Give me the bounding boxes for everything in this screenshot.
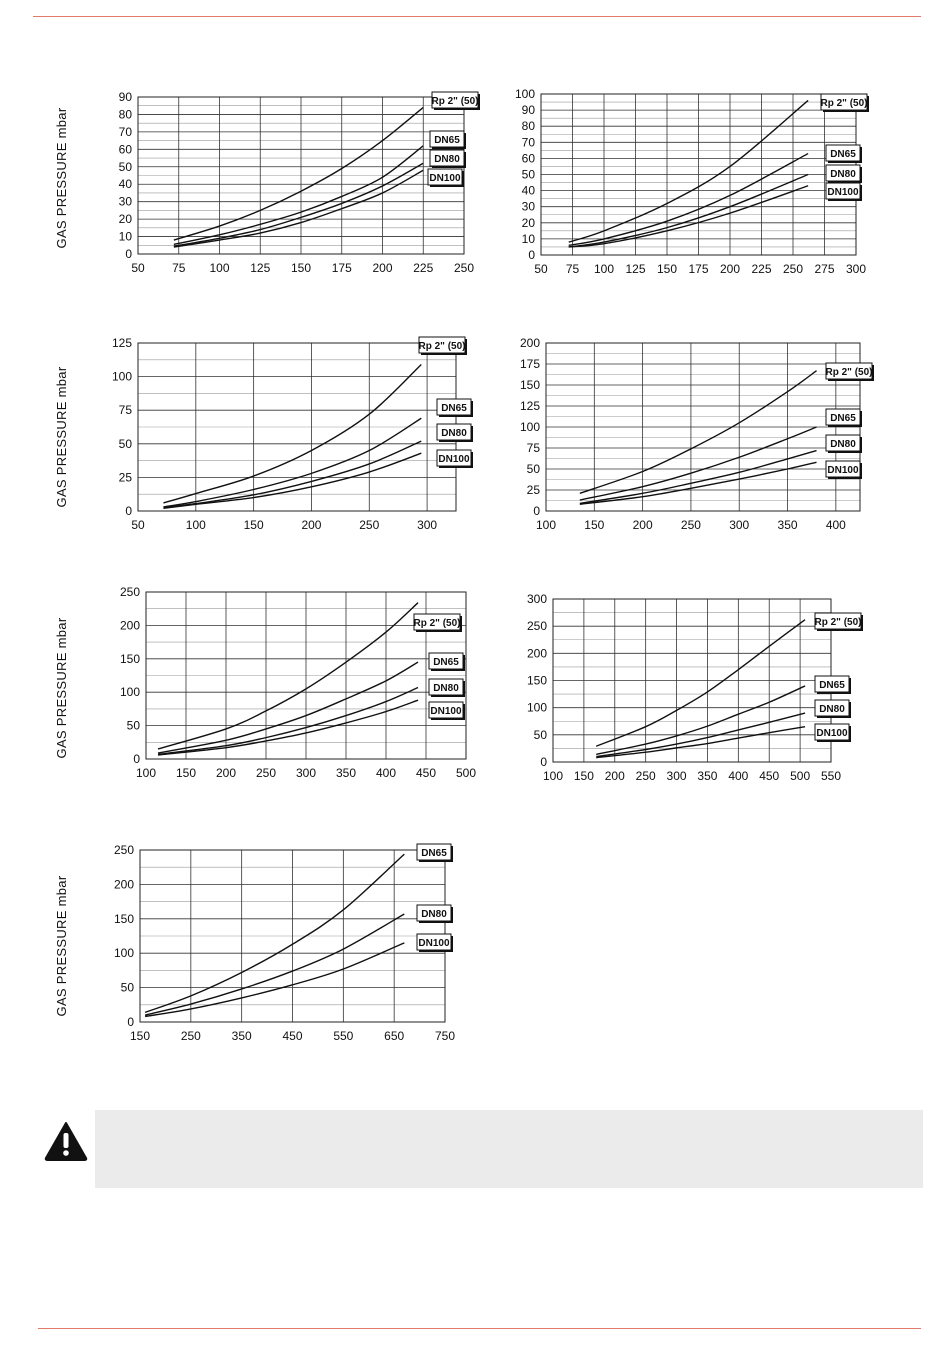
x-tick-label: 150 (129, 1029, 151, 1043)
line-chart-3 (78, 323, 516, 536)
x-tick-label: 50 (131, 518, 145, 532)
line-chart-4 (486, 323, 920, 536)
y-tick-label: 75 (526, 441, 540, 455)
x-tick-label: 550 (333, 1029, 354, 1043)
y-tick-label: 70 (521, 135, 535, 150)
x-tick-label: 250 (180, 1029, 201, 1043)
y-tick-label: 200 (113, 877, 134, 892)
x-tick-label: 100 (185, 518, 206, 532)
x-tick-label: 750 (434, 1029, 456, 1043)
series-label-text: DN65 (421, 848, 447, 859)
x-tick-label: 100 (542, 769, 564, 783)
series-label (826, 165, 862, 183)
y-tick-label: 200 (519, 336, 540, 350)
x-tick-label: 150 (243, 518, 264, 532)
line-chart-2 (481, 74, 916, 280)
series-label-text: DN65 (830, 149, 856, 160)
y-tick-label: 10 (118, 229, 132, 244)
y-tick-label: 125 (519, 399, 540, 413)
series-label-text: DN65 (830, 413, 856, 424)
series-line-4 (596, 727, 805, 758)
series-label (815, 613, 863, 631)
x-tick-label: 50 (131, 261, 145, 275)
series-label-text: DN100 (827, 187, 859, 198)
x-tick-label: 200 (372, 261, 393, 275)
x-tick-label: 350 (231, 1029, 252, 1043)
y-axis-label: GAS PRESSURE mbar (54, 107, 69, 249)
x-tick-label: 200 (719, 262, 741, 276)
y-tick-label: 80 (118, 107, 132, 122)
x-tick-label: 75 (565, 262, 580, 276)
series-line-4 (174, 170, 423, 247)
top-rule (33, 16, 921, 17)
y-tick-label: 150 (119, 651, 140, 666)
y-tick-label: 0 (533, 504, 540, 518)
series-label-text: Rp 2" (50) (431, 96, 479, 107)
series-label (417, 844, 453, 862)
line-chart-1 (78, 77, 524, 279)
y-tick-label: 80 (521, 119, 535, 134)
x-tick-label: 300 (845, 262, 867, 276)
y-tick-label: 25 (118, 470, 132, 485)
series-line-2 (163, 418, 421, 507)
series-label (417, 934, 453, 952)
y-tick-label: 250 (113, 843, 134, 857)
series-label-text: DN100 (827, 465, 859, 476)
x-tick-label: 100 (135, 766, 157, 780)
series-line-4 (569, 186, 808, 247)
x-tick-label: 250 (782, 262, 804, 276)
x-tick-label: 75 (172, 261, 186, 275)
y-tick-label: 50 (120, 980, 134, 995)
series-line-3 (158, 688, 418, 755)
series-label-text: DN100 (816, 728, 848, 739)
y-tick-label: 0 (127, 1015, 134, 1029)
x-tick-label: 650 (384, 1029, 405, 1043)
line-chart-7 (80, 830, 505, 1047)
series-label-text: DN100 (418, 938, 450, 949)
y-tick-label: 20 (118, 212, 132, 227)
series-label-text: DN65 (441, 403, 467, 414)
series-label (437, 450, 473, 468)
series-label (815, 724, 851, 742)
series-label-text: DN65 (433, 657, 459, 668)
series-label-text: DN80 (819, 704, 845, 715)
x-tick-label: 350 (777, 518, 798, 532)
y-tick-label: 100 (519, 420, 540, 434)
x-tick-label: 300 (295, 766, 317, 780)
x-tick-label: 250 (255, 766, 277, 780)
y-axis-label: GAS PRESSURE mbar (54, 875, 69, 1017)
series-label (428, 169, 464, 187)
series-line-2 (569, 154, 808, 246)
series-label-text: DN100 (438, 454, 470, 465)
series-line-3 (163, 441, 421, 508)
x-tick-label: 450 (415, 766, 437, 780)
x-tick-label: 150 (656, 262, 678, 276)
y-tick-label: 175 (519, 357, 540, 371)
y-axis-label: GAS PRESSURE mbar (54, 617, 69, 759)
line-chart-5 (86, 572, 526, 784)
series-label (414, 614, 462, 632)
y-tick-label: 90 (521, 103, 535, 118)
series-line-1 (580, 371, 817, 494)
y-tick-label: 50 (118, 436, 132, 451)
y-tick-label: 10 (521, 231, 535, 246)
y-tick-label: 30 (118, 194, 132, 209)
series-label (826, 461, 862, 479)
y-tick-label: 125 (111, 336, 132, 350)
y-tick-label: 100 (514, 87, 535, 101)
y-tick-label: 50 (126, 718, 140, 733)
y-tick-label: 250 (119, 585, 140, 599)
series-label-text: DN80 (830, 169, 856, 180)
y-tick-label: 100 (526, 700, 547, 715)
y-tick-label: 0 (125, 504, 132, 518)
y-tick-label: 200 (119, 618, 140, 633)
series-label (430, 150, 466, 168)
x-tick-label: 400 (375, 766, 397, 780)
x-tick-label: 250 (680, 518, 701, 532)
series-line-2 (145, 914, 404, 1015)
x-tick-label: 200 (301, 518, 322, 532)
y-tick-label: 30 (521, 199, 535, 214)
series-line-1 (158, 603, 418, 749)
y-tick-label: 150 (519, 378, 540, 392)
y-tick-label: 100 (111, 369, 132, 384)
x-tick-label: 350 (697, 769, 718, 783)
series-label (419, 337, 467, 355)
series-label-text: Rp 2" (50) (814, 617, 862, 628)
y-tick-label: 20 (521, 215, 535, 230)
series-label (826, 409, 862, 427)
x-tick-label: 200 (632, 518, 653, 532)
y-tick-label: 25 (526, 483, 540, 497)
series-label (432, 92, 480, 110)
x-tick-label: 250 (453, 261, 475, 275)
series-line-4 (158, 700, 418, 755)
series-label (417, 905, 453, 923)
y-tick-label: 0 (125, 247, 132, 261)
x-tick-label: 50 (534, 262, 548, 276)
series-label (429, 679, 465, 697)
x-tick-label: 150 (290, 261, 312, 275)
x-tick-label: 100 (209, 261, 230, 275)
x-tick-label: 250 (635, 769, 656, 783)
series-line-2 (580, 427, 817, 500)
series-label (826, 183, 862, 201)
y-tick-label: 90 (118, 90, 132, 104)
series-line-3 (569, 175, 808, 247)
bottom-rule (38, 1328, 921, 1329)
y-tick-label: 50 (533, 727, 547, 742)
y-tick-label: 50 (521, 167, 535, 182)
x-tick-label: 500 (790, 769, 811, 783)
x-tick-label: 175 (331, 261, 352, 275)
x-tick-label: 150 (175, 766, 197, 780)
warning-triangle-icon (44, 1121, 88, 1161)
y-tick-label: 150 (113, 911, 134, 926)
series-line-2 (174, 146, 423, 245)
series-label-text: DN65 (819, 680, 845, 691)
y-tick-label: 250 (526, 619, 547, 634)
series-label-text: DN100 (429, 173, 461, 184)
series-label (429, 653, 465, 671)
y-tick-label: 100 (113, 946, 134, 961)
x-tick-label: 200 (215, 766, 237, 780)
x-tick-label: 125 (625, 262, 646, 276)
y-tick-label: 0 (133, 752, 140, 766)
y-tick-label: 300 (526, 592, 547, 606)
series-label-text: Rp 2" (50) (820, 98, 868, 109)
y-tick-label: 60 (521, 151, 535, 166)
y-tick-label: 50 (118, 159, 132, 174)
series-label (826, 435, 862, 453)
series-label-text: DN80 (433, 683, 459, 694)
series-label-text: DN80 (434, 154, 460, 165)
x-tick-label: 250 (359, 518, 380, 532)
series-label-text: DN80 (441, 428, 467, 439)
series-label (437, 424, 473, 442)
notice-box (95, 1110, 923, 1188)
x-tick-label: 300 (666, 769, 687, 783)
y-tick-label: 40 (118, 177, 132, 192)
series-label (826, 145, 862, 163)
y-tick-label: 150 (526, 673, 547, 688)
x-tick-label: 350 (335, 766, 357, 780)
x-tick-label: 500 (455, 766, 477, 780)
x-tick-label: 300 (729, 518, 750, 532)
series-label (815, 700, 851, 718)
y-tick-label: 50 (526, 462, 540, 476)
series-label-text: DN80 (421, 909, 447, 920)
x-tick-label: 450 (759, 769, 780, 783)
y-tick-label: 75 (118, 403, 132, 418)
series-line-1 (174, 107, 423, 240)
x-tick-label: 200 (604, 769, 625, 783)
x-tick-label: 150 (584, 518, 605, 532)
y-tick-label: 40 (521, 183, 535, 198)
x-tick-label: 150 (573, 769, 594, 783)
x-tick-label: 450 (282, 1029, 303, 1043)
x-tick-label: 100 (535, 518, 557, 532)
x-tick-label: 550 (820, 769, 842, 783)
y-axis-label: GAS PRESSURE mbar (54, 366, 69, 508)
series-label-text: DN100 (430, 706, 462, 717)
x-tick-label: 175 (688, 262, 709, 276)
x-tick-label: 225 (751, 262, 772, 276)
series-label-text: Rp 2" (50) (825, 367, 873, 378)
series-label (815, 676, 851, 694)
series-label-text: Rp 2" (50) (413, 618, 461, 629)
series-label (430, 131, 466, 149)
line-chart-6 (493, 579, 891, 787)
series-label (429, 702, 465, 720)
x-tick-label: 125 (250, 261, 271, 275)
y-tick-label: 200 (526, 646, 547, 661)
series-label (821, 94, 869, 112)
series-label-text: Rp 2" (50) (418, 341, 466, 352)
series-label-text: DN65 (434, 135, 460, 146)
x-tick-label: 225 (413, 261, 434, 275)
y-tick-label: 100 (119, 685, 140, 700)
series-line-1 (163, 365, 421, 503)
y-tick-label: 0 (528, 248, 535, 262)
series-label-text: DN80 (830, 439, 856, 450)
y-tick-label: 60 (118, 142, 132, 157)
x-tick-label: 300 (417, 518, 438, 532)
series-line-1 (145, 854, 404, 1012)
x-tick-label: 100 (593, 262, 615, 276)
series-label (826, 363, 874, 381)
x-tick-label: 400 (728, 769, 749, 783)
y-tick-label: 70 (118, 124, 132, 139)
x-tick-label: 400 (825, 518, 846, 532)
series-label (437, 399, 473, 417)
y-tick-label: 0 (540, 755, 547, 769)
x-tick-label: 275 (814, 262, 835, 276)
series-line-1 (596, 620, 805, 747)
